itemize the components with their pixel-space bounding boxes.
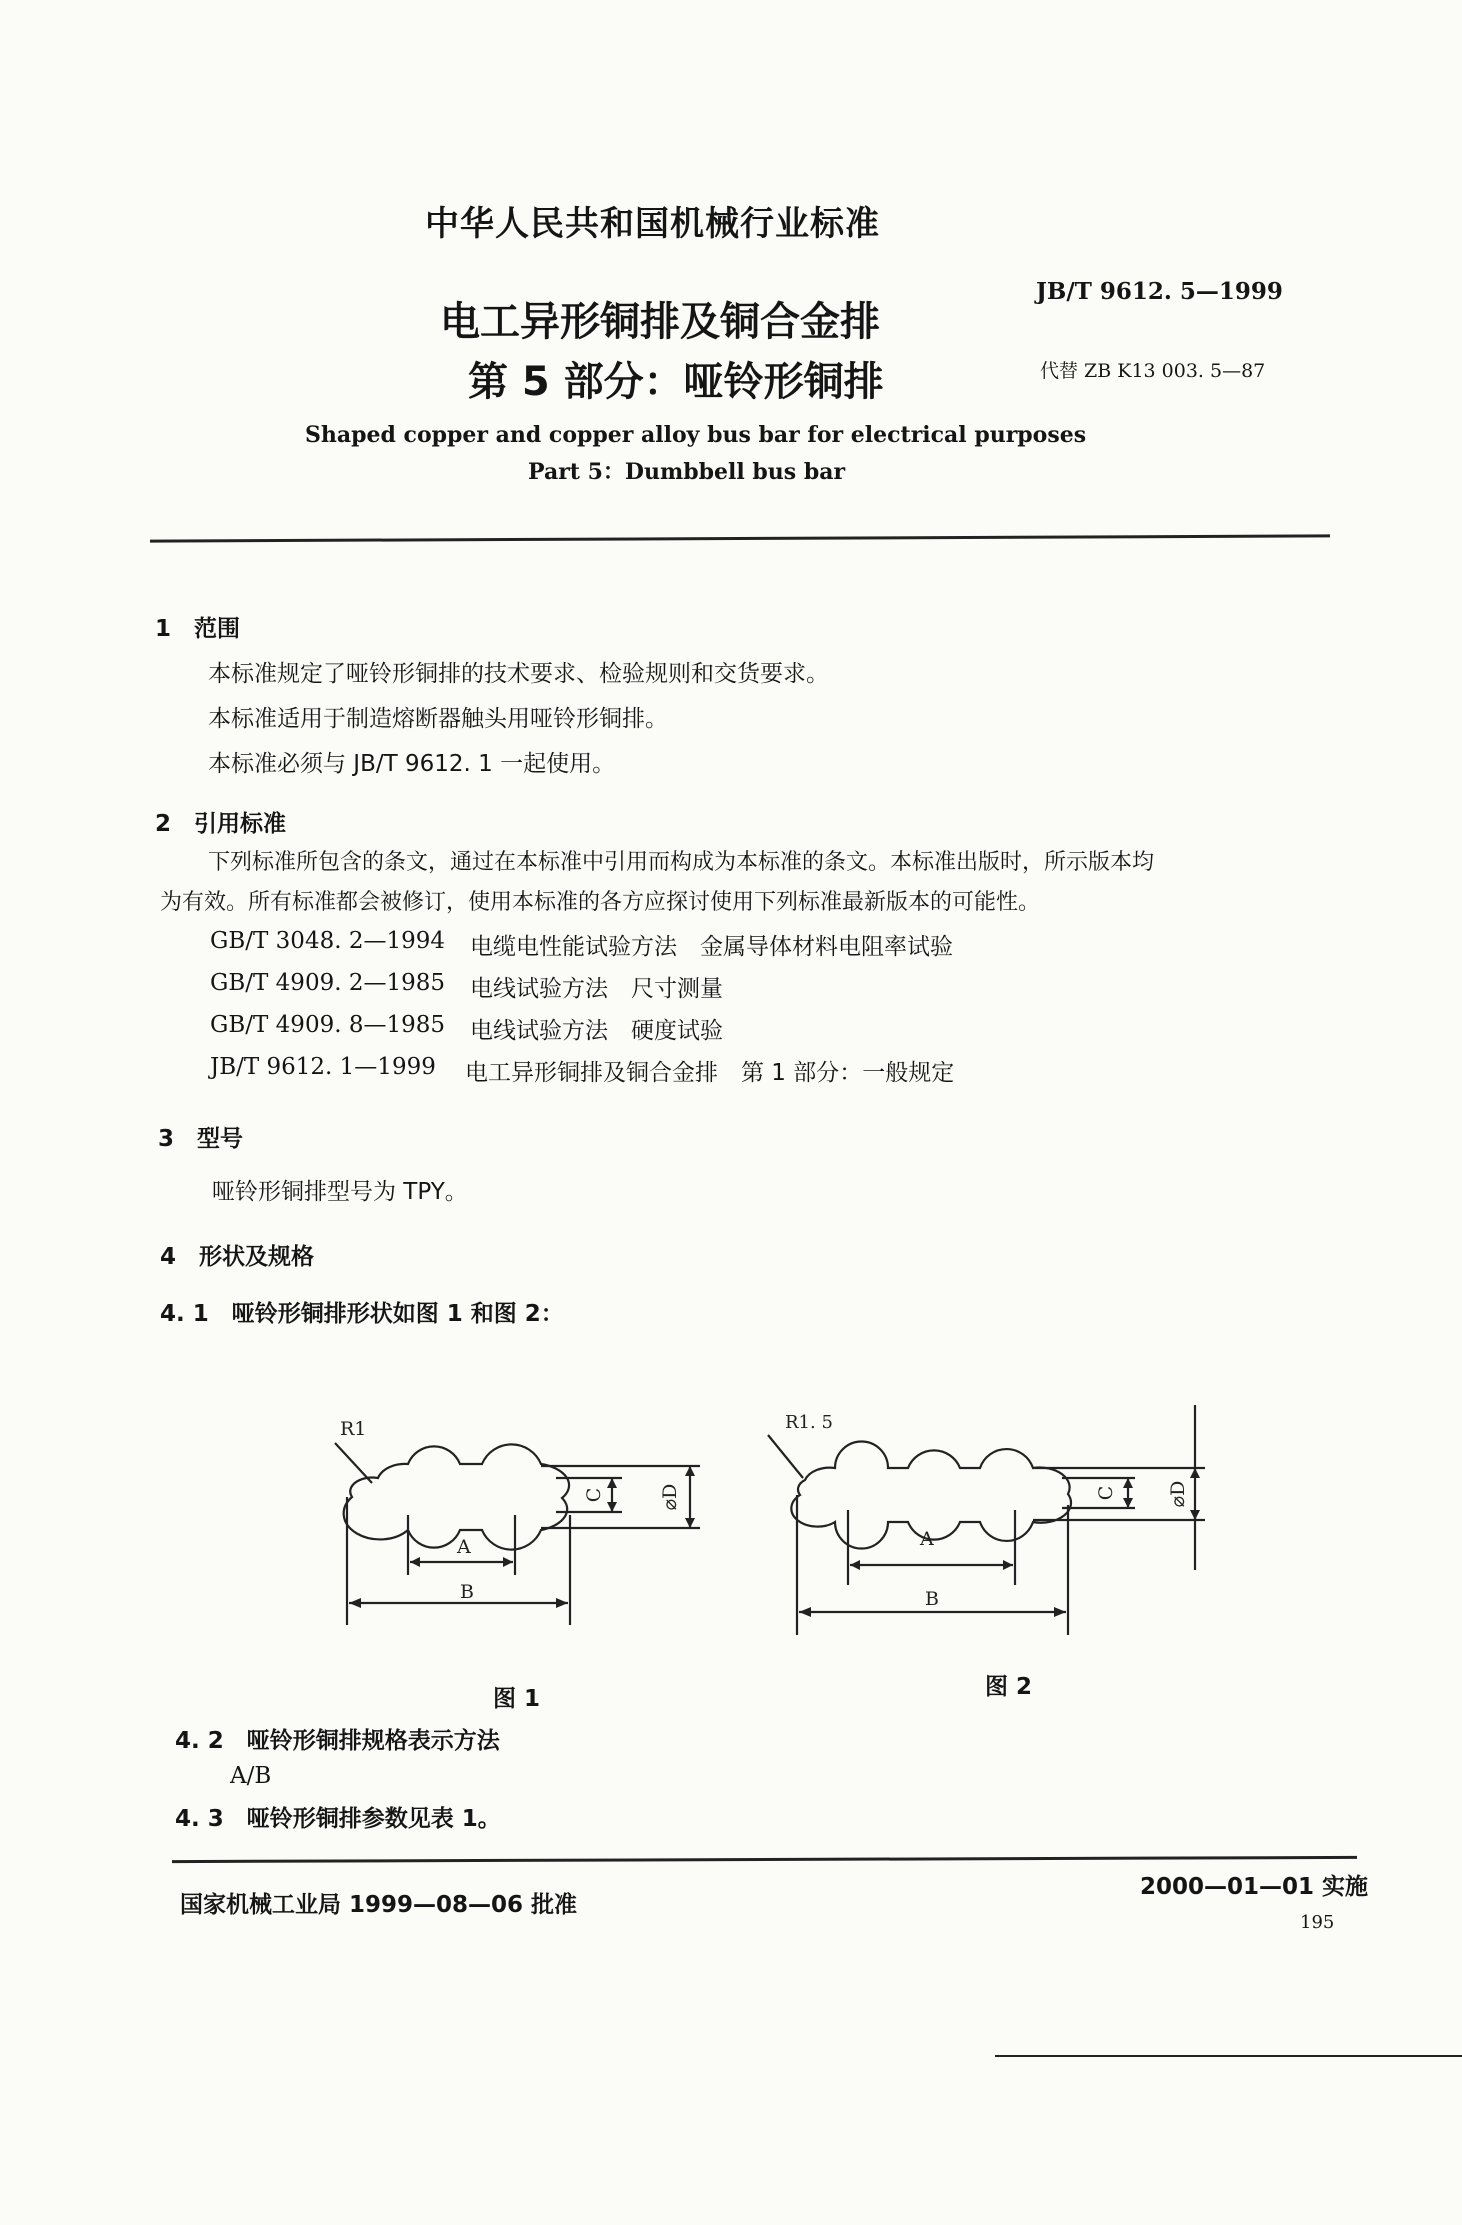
reference-title: 电线试验方法 硬度试验	[470, 1018, 723, 1044]
figure-2-label-a: A	[920, 1528, 934, 1550]
english-title-line-2: Part 5：Dumbbell bus bar	[528, 459, 846, 485]
english-title-line-1: Shaped copper and copper alloy bus bar for electrical purposes	[305, 422, 1087, 448]
reference-code: GB/T 4909. 8—1985	[210, 1012, 445, 1038]
figure-1-label-b: B	[460, 1581, 474, 1603]
replaces-standard: 代替 ZB K13 003. 5—87	[1040, 360, 1266, 382]
reference-code: JB/T 9612. 1—1999	[210, 1054, 436, 1080]
standard-number: JB/T 9612. 5—1999	[1036, 278, 1283, 305]
figure-1-label-d: ⌀D	[659, 1483, 681, 1511]
reference-title: 电线试验方法 尺寸测量	[470, 976, 723, 1002]
section-2-heading: 2 引用标准	[155, 811, 287, 837]
figure-2-radius-label: R1. 5	[785, 1412, 833, 1433]
section-3-heading: 3 型号	[158, 1126, 244, 1152]
figure-2-caption: 图 2	[985, 1674, 1033, 1700]
reference-code: GB/T 3048. 2—1994	[210, 928, 445, 954]
clause-4-3: 4. 3 哑铃形铜排参数见表 1。	[175, 1806, 501, 1832]
figure-1-radius-label: R1	[340, 1418, 367, 1440]
section-2-intro-line-1: 下列标准所包含的条文，通过在本标准中引用而构成为本标准的条文。本标准出版时，所示版本均	[208, 850, 1155, 875]
section-1-heading: 1 范围	[155, 616, 241, 642]
section-1-paragraph-2: 本标准适用于制造熔断器触头用哑铃形铜排。	[208, 706, 668, 732]
clause-4-2-value: A/B	[230, 1763, 272, 1789]
document-title-line-1: 电工异形铜排及铜合金排	[440, 299, 880, 345]
page-number: 195	[1300, 1912, 1335, 1933]
section-1-paragraph-3: 本标准必须与 JB/T 9612. 1 一起使用。	[208, 751, 616, 777]
effective-date: 2000—01—01 实施	[1140, 1874, 1369, 1900]
document-title-line-2: 第 5 部分：哑铃形铜排	[468, 359, 884, 405]
issuing-organization: 中华人民共和国机械行业标准	[425, 204, 880, 244]
approval-date: 国家机械工业局 1999—08—06 批准	[180, 1892, 578, 1918]
figure-1-outline	[344, 1444, 569, 1549]
figure-1-label-a: A	[457, 1536, 471, 1558]
clause-4-2: 4. 2 哑铃形铜排规格表示方法	[175, 1728, 500, 1754]
figure-2-label-b: B	[925, 1588, 939, 1610]
reference-title: 电缆电性能试验方法 金属导体材料电阻率试验	[470, 934, 953, 960]
section-4-heading: 4 形状及规格	[160, 1244, 315, 1270]
section-3-text: 哑铃形铜排型号为 TPY。	[212, 1179, 468, 1205]
figure-1-label-c: C	[583, 1487, 605, 1503]
figure-1-caption: 图 1	[493, 1686, 541, 1712]
reference-title: 电工异形铜排及铜合金排 第 1 部分：一般规定	[465, 1060, 955, 1086]
clause-4-1: 4. 1 哑铃形铜排形状如图 1 和图 2：	[160, 1301, 564, 1327]
scan-edge-mark	[995, 2055, 1462, 2057]
figure-2-label-d: ⌀D	[1167, 1480, 1189, 1508]
reference-code: GB/T 4909. 2—1985	[210, 970, 445, 996]
section-2-intro-line-2: 为有效。所有标准都会被修订，使用本标准的各方应探讨使用下列标准最新版本的可能性。	[160, 890, 1041, 915]
section-1-paragraph-1: 本标准规定了哑铃形铜排的技术要求、检验规则和交货要求。	[208, 661, 829, 687]
figure-2-label-c: C	[1095, 1485, 1117, 1501]
